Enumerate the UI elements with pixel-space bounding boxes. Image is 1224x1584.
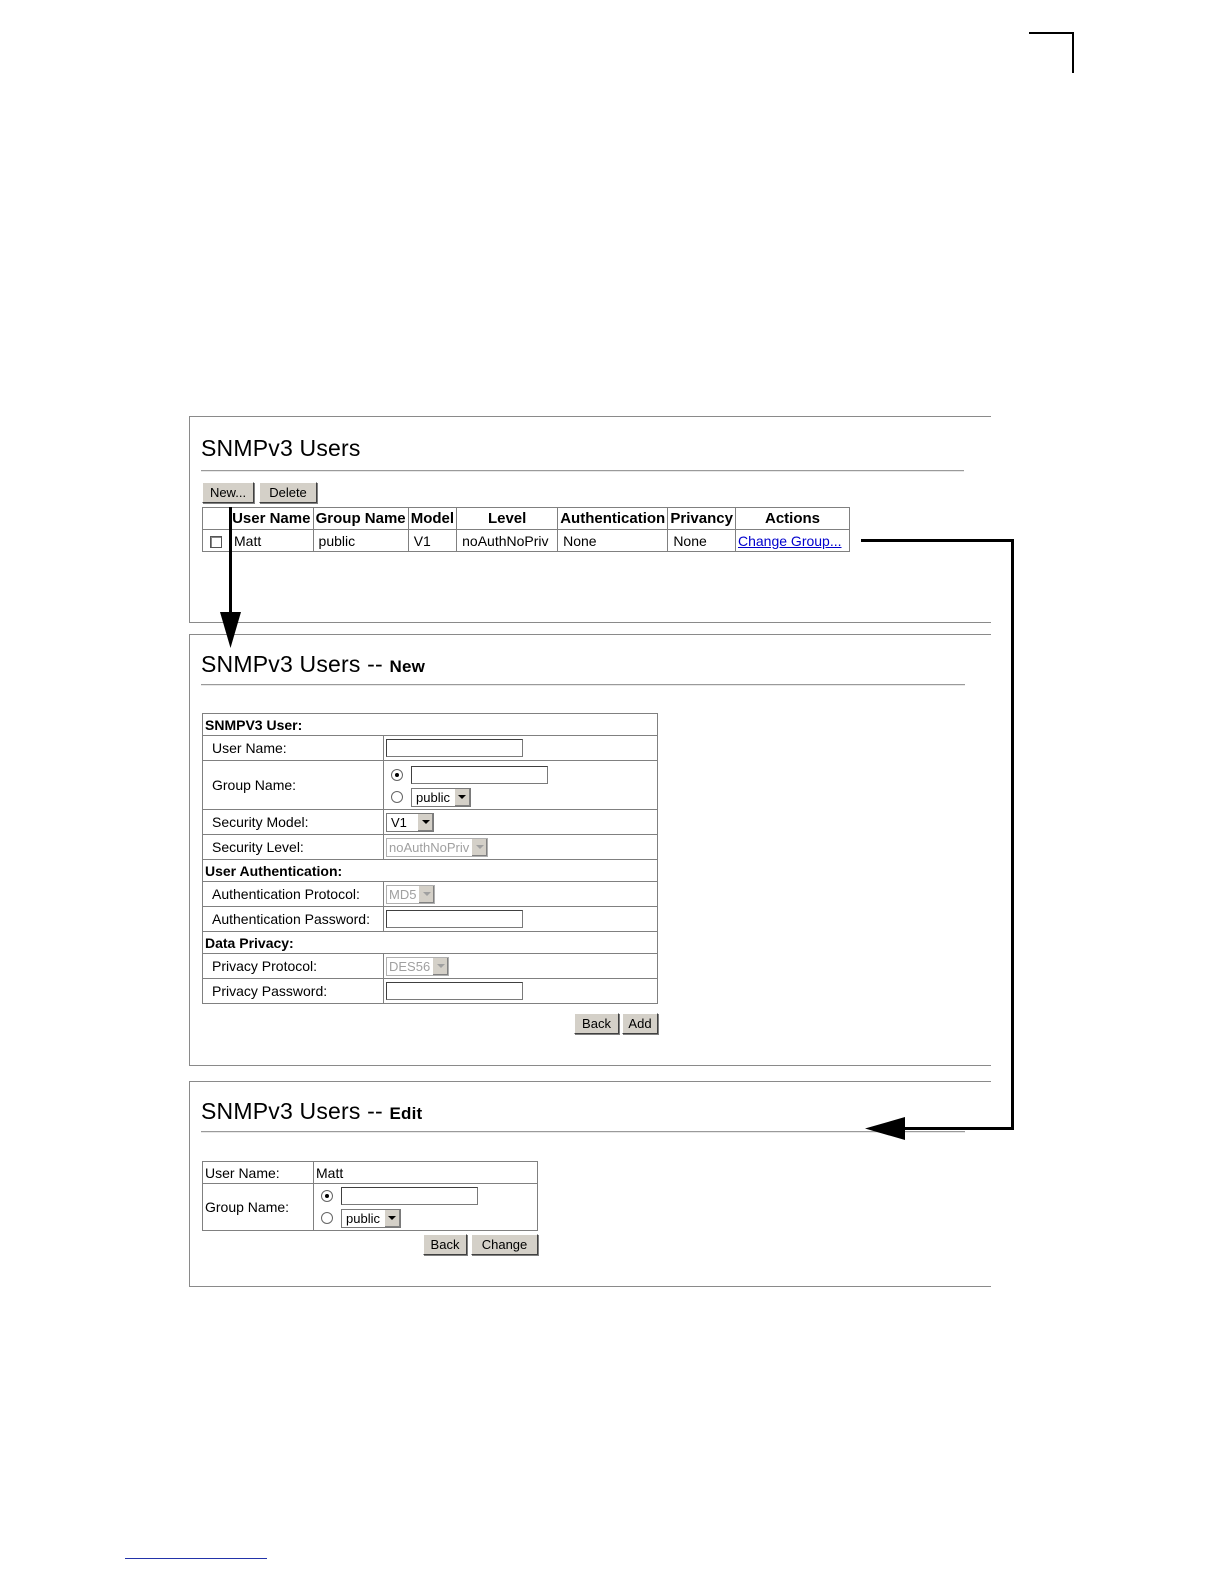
group-name-existing-radio[interactable] bbox=[391, 791, 403, 803]
group-name-custom-radio[interactable] bbox=[391, 769, 403, 781]
section-snmpv3-user: SNMPV3 User: bbox=[203, 714, 658, 736]
page-title: SNMPv3 Users bbox=[201, 435, 361, 461]
page-title: SNMPv3 Users -- Edit bbox=[201, 1098, 423, 1124]
group-name-cell bbox=[314, 1184, 538, 1231]
group-name-custom-radio[interactable] bbox=[321, 1190, 333, 1202]
column-header-authentication: Authentication bbox=[558, 508, 668, 530]
group-name-label: Group Name: bbox=[203, 1184, 314, 1231]
user-name-input[interactable] bbox=[386, 739, 523, 757]
auth-protocol-label: Authentication Protocol: bbox=[203, 882, 384, 907]
arrow-left-icon bbox=[865, 1117, 905, 1140]
privacy-protocol-cell bbox=[384, 954, 658, 979]
table-row bbox=[203, 530, 850, 552]
cell-privacy: None bbox=[668, 530, 736, 552]
group-name-select[interactable]: public bbox=[341, 1209, 401, 1228]
security-level-label: Security Level: bbox=[203, 835, 384, 860]
auth-password-input[interactable] bbox=[386, 910, 523, 928]
group-name-existing-radio[interactable] bbox=[321, 1212, 333, 1224]
change-button[interactable]: Change bbox=[471, 1234, 538, 1255]
group-name-input[interactable] bbox=[411, 766, 548, 784]
security-level-cell bbox=[384, 835, 658, 860]
cell-user-name: Matt bbox=[230, 530, 314, 552]
delete-button[interactable]: Delete bbox=[259, 482, 317, 503]
change-group-link[interactable]: Change Group... bbox=[738, 532, 842, 549]
user-name-value: Matt bbox=[314, 1162, 538, 1184]
cell-actions bbox=[736, 530, 850, 552]
snmpv3-users-new-panel bbox=[189, 634, 991, 1066]
privacy-protocol-label: Privacy Protocol: bbox=[203, 954, 384, 979]
add-button[interactable]: Add bbox=[622, 1013, 658, 1034]
auth-password-label: Authentication Password: bbox=[203, 907, 384, 932]
flow-arrow-new-line bbox=[229, 507, 232, 617]
chevron-down-icon bbox=[417, 814, 433, 831]
security-level-select[interactable]: noAuthNoPriv bbox=[386, 838, 488, 857]
page-title: SNMPv3 Users -- New bbox=[201, 651, 426, 677]
auth-protocol-cell bbox=[384, 882, 658, 907]
column-header-privacy: Privancy bbox=[668, 508, 736, 530]
page-corner-mark bbox=[1072, 32, 1074, 73]
row-select-cell bbox=[203, 530, 230, 552]
page-subtitle: New bbox=[389, 657, 426, 676]
user-name-label: User Name: bbox=[203, 736, 384, 761]
flow-arrow-edit-line bbox=[900, 1127, 1014, 1130]
auth-protocol-select[interactable]: MD5 bbox=[386, 885, 435, 904]
security-model-label: Security Model: bbox=[203, 810, 384, 835]
privacy-password-label: Privacy Password: bbox=[203, 979, 384, 1004]
table-header-row bbox=[203, 508, 850, 530]
page-corner-mark bbox=[1029, 32, 1074, 34]
edit-user-form bbox=[202, 1161, 538, 1231]
select-column-header bbox=[203, 508, 230, 530]
privacy-password-cell bbox=[384, 979, 658, 1004]
cell-group-name: public bbox=[313, 530, 408, 552]
section-data-privacy: Data Privacy: bbox=[203, 932, 658, 954]
column-header-group-name: Group Name bbox=[313, 508, 408, 530]
snmpv3-users-panel bbox=[189, 416, 991, 623]
flow-arrow-edit-line bbox=[861, 539, 1014, 542]
flow-arrow-edit-line bbox=[1011, 539, 1014, 1130]
arrow-down-icon bbox=[220, 612, 241, 648]
user-name-label: User Name: bbox=[203, 1162, 314, 1184]
back-button[interactable]: Back bbox=[423, 1234, 467, 1255]
chevron-down-icon bbox=[418, 886, 434, 903]
back-button[interactable]: Back bbox=[574, 1013, 619, 1034]
group-name-label: Group Name: bbox=[203, 761, 384, 810]
snmpv3-users-edit-panel bbox=[189, 1081, 991, 1287]
privacy-password-input[interactable] bbox=[386, 982, 523, 1000]
column-header-level: Level bbox=[457, 508, 558, 530]
column-header-actions: Actions bbox=[736, 508, 850, 530]
user-name-cell bbox=[384, 736, 658, 761]
column-header-model: Model bbox=[408, 508, 456, 530]
new-user-form bbox=[202, 713, 658, 1004]
group-name-input[interactable] bbox=[341, 1187, 478, 1205]
chevron-down-icon bbox=[471, 839, 487, 856]
title-divider bbox=[201, 1131, 965, 1133]
cell-model: V1 bbox=[408, 530, 456, 552]
title-divider bbox=[201, 684, 965, 686]
column-header-user-name: User Name bbox=[230, 508, 314, 530]
chevron-down-icon bbox=[432, 958, 448, 975]
security-model-cell bbox=[384, 810, 658, 835]
cell-level: noAuthNoPriv bbox=[457, 530, 558, 552]
auth-password-cell bbox=[384, 907, 658, 932]
chevron-down-icon bbox=[384, 1210, 400, 1227]
chevron-down-icon bbox=[454, 789, 470, 806]
group-name-select[interactable]: public bbox=[411, 788, 471, 807]
footer-rule bbox=[125, 1558, 267, 1559]
page-subtitle: Edit bbox=[389, 1104, 423, 1123]
users-table bbox=[202, 507, 850, 552]
privacy-protocol-select[interactable]: DES56 bbox=[386, 957, 449, 976]
group-name-cell bbox=[384, 761, 658, 810]
cell-authentication: None bbox=[558, 530, 668, 552]
new-button[interactable]: New... bbox=[202, 482, 254, 503]
title-divider bbox=[201, 470, 964, 472]
security-model-select[interactable]: V1 bbox=[386, 813, 434, 832]
section-user-authentication: User Authentication: bbox=[203, 860, 658, 882]
row-checkbox[interactable] bbox=[210, 536, 222, 548]
